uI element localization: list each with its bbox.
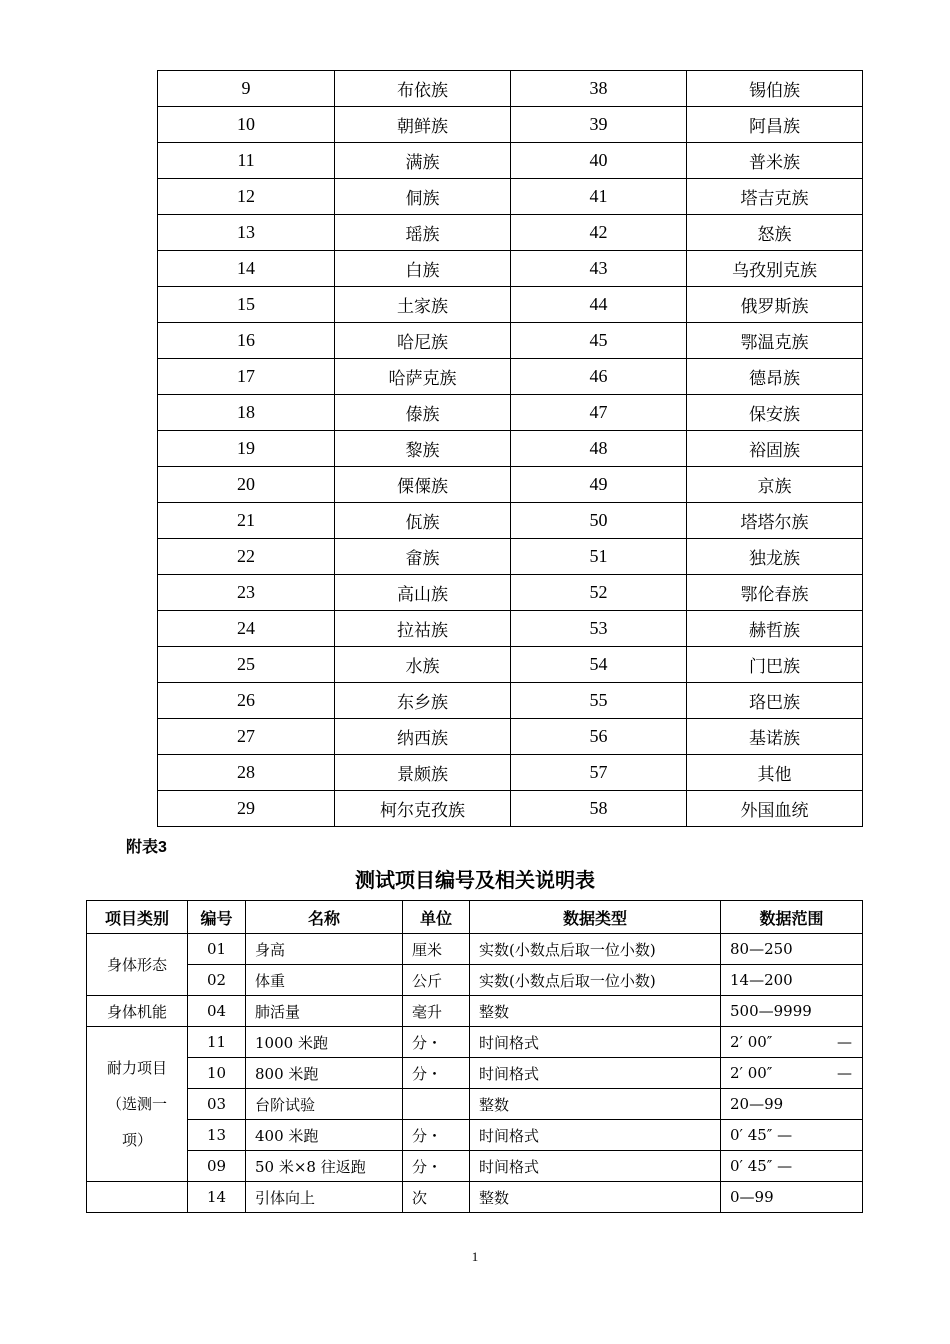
ethnic-name-cell: 普米族 [687,143,863,179]
range-value: 0′ 45″ — [730,1126,793,1144]
ethnic-code-cell: 18 [158,395,335,431]
type-cell: 整数 [470,996,721,1027]
ethnic-name-cell: 土家族 [335,287,511,323]
range-value: 0—99 [730,1188,774,1206]
appendix-label: 附表3 [126,839,167,856]
unit-cell: 毫升 [403,996,470,1027]
range-value: 0′ 45″ — [730,1157,793,1175]
header-code: 编号 [188,901,246,934]
range-value: 80—250 [730,940,793,958]
table-row [87,996,863,1027]
name-cell: 身高 [246,934,403,965]
code-cell: 14 [188,1182,246,1213]
endurance-label-line1: 耐力项目 [106,1059,167,1077]
table-row [87,1182,863,1213]
table-row [158,575,863,611]
category-endurance [87,1027,188,1182]
ethnic-code-cell: 58 [511,791,687,827]
ethnic-code-cell: 39 [511,107,687,143]
range-cell [721,1151,863,1182]
ethnic-name-cell: 外国血统 [687,791,863,827]
ethnic-code-cell: 29 [158,791,335,827]
range-cell [721,996,863,1027]
ethnic-code-cell: 57 [511,755,687,791]
unit-cell: 分・ [403,1058,470,1089]
name-cell: 1000 米跑 [246,1027,403,1058]
type-cell: 实数(小数点后取一位小数) [470,965,721,996]
ethnic-name-cell: 布依族 [335,71,511,107]
table-row [158,287,863,323]
ethnic-name-cell: 乌孜别克族 [687,251,863,287]
ethnic-name-cell: 哈萨克族 [335,359,511,395]
ethnic-name-cell: 柯尔克孜族 [335,791,511,827]
ethnic-name-cell: 京族 [687,467,863,503]
ethnic-name-cell: 黎族 [335,431,511,467]
table-row [158,719,863,755]
ethnic-code-cell: 46 [511,359,687,395]
ethnic-name-cell: 侗族 [335,179,511,215]
table-row [158,179,863,215]
ethnic-code-cell: 16 [158,323,335,359]
code-cell: 09 [188,1151,246,1182]
code-cell: 10 [188,1058,246,1089]
category-empty [87,1182,188,1213]
ethnic-name-cell: 锡伯族 [687,71,863,107]
category-body-shape: 身体形态 [87,934,188,996]
ethnic-name-cell: 独龙族 [687,539,863,575]
ethnic-name-cell: 东乡族 [335,683,511,719]
ethnic-code-cell: 10 [158,107,335,143]
ethnic-code-cell: 49 [511,467,687,503]
ethnic-name-cell: 白族 [335,251,511,287]
ethnic-name-cell: 德昂族 [687,359,863,395]
table-row [158,647,863,683]
unit-cell: 次 [403,1182,470,1213]
ethnic-code-cell: 43 [511,251,687,287]
table-row [158,791,863,827]
ethnic-name-cell: 阿昌族 [687,107,863,143]
ethnic-code-cell: 24 [158,611,335,647]
ethnic-name-cell: 高山族 [335,575,511,611]
table-row [158,323,863,359]
code-cell: 01 [188,934,246,965]
ethnic-name-cell: 畲族 [335,539,511,575]
unit-cell: 分・ [403,1120,470,1151]
ethnic-name-cell: 瑶族 [335,215,511,251]
type-cell: 整数 [470,1089,721,1120]
name-cell: 体重 [246,965,403,996]
unit-cell [403,1089,470,1120]
ethnic-name-cell: 鄂温克族 [687,323,863,359]
table-row [158,431,863,467]
name-cell: 50 米×8 往返跑 [246,1151,403,1182]
ethnic-code-cell: 55 [511,683,687,719]
name-cell: 800 米跑 [246,1058,403,1089]
range-tail: — [837,1033,852,1051]
table-row [158,143,863,179]
ethnic-code-cell: 14 [158,251,335,287]
ethnic-code-cell: 51 [511,539,687,575]
ethnic-name-cell: 塔塔尔族 [687,503,863,539]
ethnic-name-cell: 赫哲族 [687,611,863,647]
name-cell: 肺活量 [246,996,403,1027]
header-category: 项目类别 [87,901,188,934]
table-row [158,251,863,287]
ethnic-name-cell: 朝鲜族 [335,107,511,143]
range-cell [721,1182,863,1213]
range-cell [721,1027,863,1058]
ethnic-code-cell: 53 [511,611,687,647]
ethnic-name-cell: 水族 [335,647,511,683]
type-cell: 整数 [470,1182,721,1213]
table-row [158,755,863,791]
name-cell: 引体向上 [246,1182,403,1213]
unit-cell: 分・ [403,1027,470,1058]
test-items-table [86,900,863,1213]
ethnic-name-cell: 纳西族 [335,719,511,755]
header-unit: 单位 [403,901,470,934]
ethnic-code-cell: 45 [511,323,687,359]
ethnic-code-cell: 48 [511,431,687,467]
ethnic-code-cell: 40 [511,143,687,179]
ethnic-name-cell: 哈尼族 [335,323,511,359]
unit-cell: 公斤 [403,965,470,996]
table-row [158,71,863,107]
ethnic-name-cell: 塔吉克族 [687,179,863,215]
ethnic-code-cell: 12 [158,179,335,215]
ethnic-name-cell: 珞巴族 [687,683,863,719]
table-row [87,1089,863,1120]
code-cell: 04 [188,996,246,1027]
range-value: 500—9999 [730,1002,812,1020]
ethnic-table-body [158,71,863,827]
endurance-label-line3: 项） [121,1131,152,1149]
table-row [158,215,863,251]
table-row [158,107,863,143]
table-row [158,611,863,647]
range-value: 14—200 [730,971,793,989]
ethnic-name-cell: 景颇族 [335,755,511,791]
type-cell: 时间格式 [470,1027,721,1058]
ethnic-code-cell: 50 [511,503,687,539]
code-cell: 11 [188,1027,246,1058]
range-cell [721,965,863,996]
range-value: 20—99 [730,1095,784,1113]
ethnic-code-cell: 54 [511,647,687,683]
type-cell: 实数(小数点后取一位小数) [470,934,721,965]
ethnic-name-cell: 傈僳族 [335,467,511,503]
ethnic-name-cell: 裕固族 [687,431,863,467]
type-cell: 时间格式 [470,1120,721,1151]
header-data-type: 数据类型 [470,901,721,934]
ethnic-code-cell: 11 [158,143,335,179]
range-cell [721,1058,863,1089]
header-row [87,901,863,934]
ethnic-name-cell: 佤族 [335,503,511,539]
ethnic-code-cell: 20 [158,467,335,503]
test-table-title: 测试项目编号及相关说明表 [355,868,595,892]
endurance-label-line2: （选测一 [106,1095,167,1113]
ethnic-code-cell: 25 [158,647,335,683]
ethnic-code-cell: 9 [158,71,335,107]
table-row [87,934,863,965]
table-row [87,965,863,996]
ethnic-name-cell: 傣族 [335,395,511,431]
table-row [158,359,863,395]
name-cell: 400 米跑 [246,1120,403,1151]
table-row [87,1120,863,1151]
ethnic-code-cell: 44 [511,287,687,323]
range-cell [721,1120,863,1151]
code-cell: 13 [188,1120,246,1151]
table-row [158,503,863,539]
ethnic-code-cell: 42 [511,215,687,251]
ethnic-code-cell: 52 [511,575,687,611]
ethnic-code-cell: 19 [158,431,335,467]
ethnic-code-cell: 27 [158,719,335,755]
ethnic-name-cell: 保安族 [687,395,863,431]
code-cell: 02 [188,965,246,996]
ethnic-code-cell: 23 [158,575,335,611]
unit-cell: 厘米 [403,934,470,965]
table-row [158,539,863,575]
ethnic-name-cell: 怒族 [687,215,863,251]
table-row [158,467,863,503]
table-row [87,1058,863,1089]
ethnic-name-cell: 其他 [687,755,863,791]
type-cell: 时间格式 [470,1151,721,1182]
table-row [87,1151,863,1182]
code-cell: 03 [188,1089,246,1120]
header-name: 名称 [246,901,403,934]
ethnic-name-cell: 基诺族 [687,719,863,755]
ethnic-code-cell: 17 [158,359,335,395]
ethnic-code-cell: 56 [511,719,687,755]
range-value: 2′ 00″ [730,1033,773,1051]
ethnic-code-cell: 26 [158,683,335,719]
range-tail: — [837,1064,852,1082]
range-value: 2′ 00″ [730,1064,773,1082]
page-number: 1 [471,1249,479,1264]
ethnic-code-cell: 22 [158,539,335,575]
range-cell [721,934,863,965]
ethnic-code-cell: 13 [158,215,335,251]
ethnic-code-cell: 15 [158,287,335,323]
ethnic-name-cell: 俄罗斯族 [687,287,863,323]
header-data-range: 数据范围 [721,901,863,934]
ethnic-code-cell: 47 [511,395,687,431]
ethnic-name-cell: 拉祜族 [335,611,511,647]
ethnic-code-cell: 21 [158,503,335,539]
ethnic-code-cell: 28 [158,755,335,791]
category-body-function: 身体机能 [87,996,188,1027]
ethnic-code-cell: 41 [511,179,687,215]
name-cell: 台阶试验 [246,1089,403,1120]
range-cell [721,1089,863,1120]
ethnic-code-table [157,70,863,827]
ethnic-name-cell: 门巴族 [687,647,863,683]
table-row [158,683,863,719]
ethnic-name-cell: 鄂伦春族 [687,575,863,611]
ethnic-code-cell: 38 [511,71,687,107]
ethnic-name-cell: 满族 [335,143,511,179]
type-cell: 时间格式 [470,1058,721,1089]
table-row [87,1027,863,1058]
table-row [158,395,863,431]
unit-cell: 分・ [403,1151,470,1182]
